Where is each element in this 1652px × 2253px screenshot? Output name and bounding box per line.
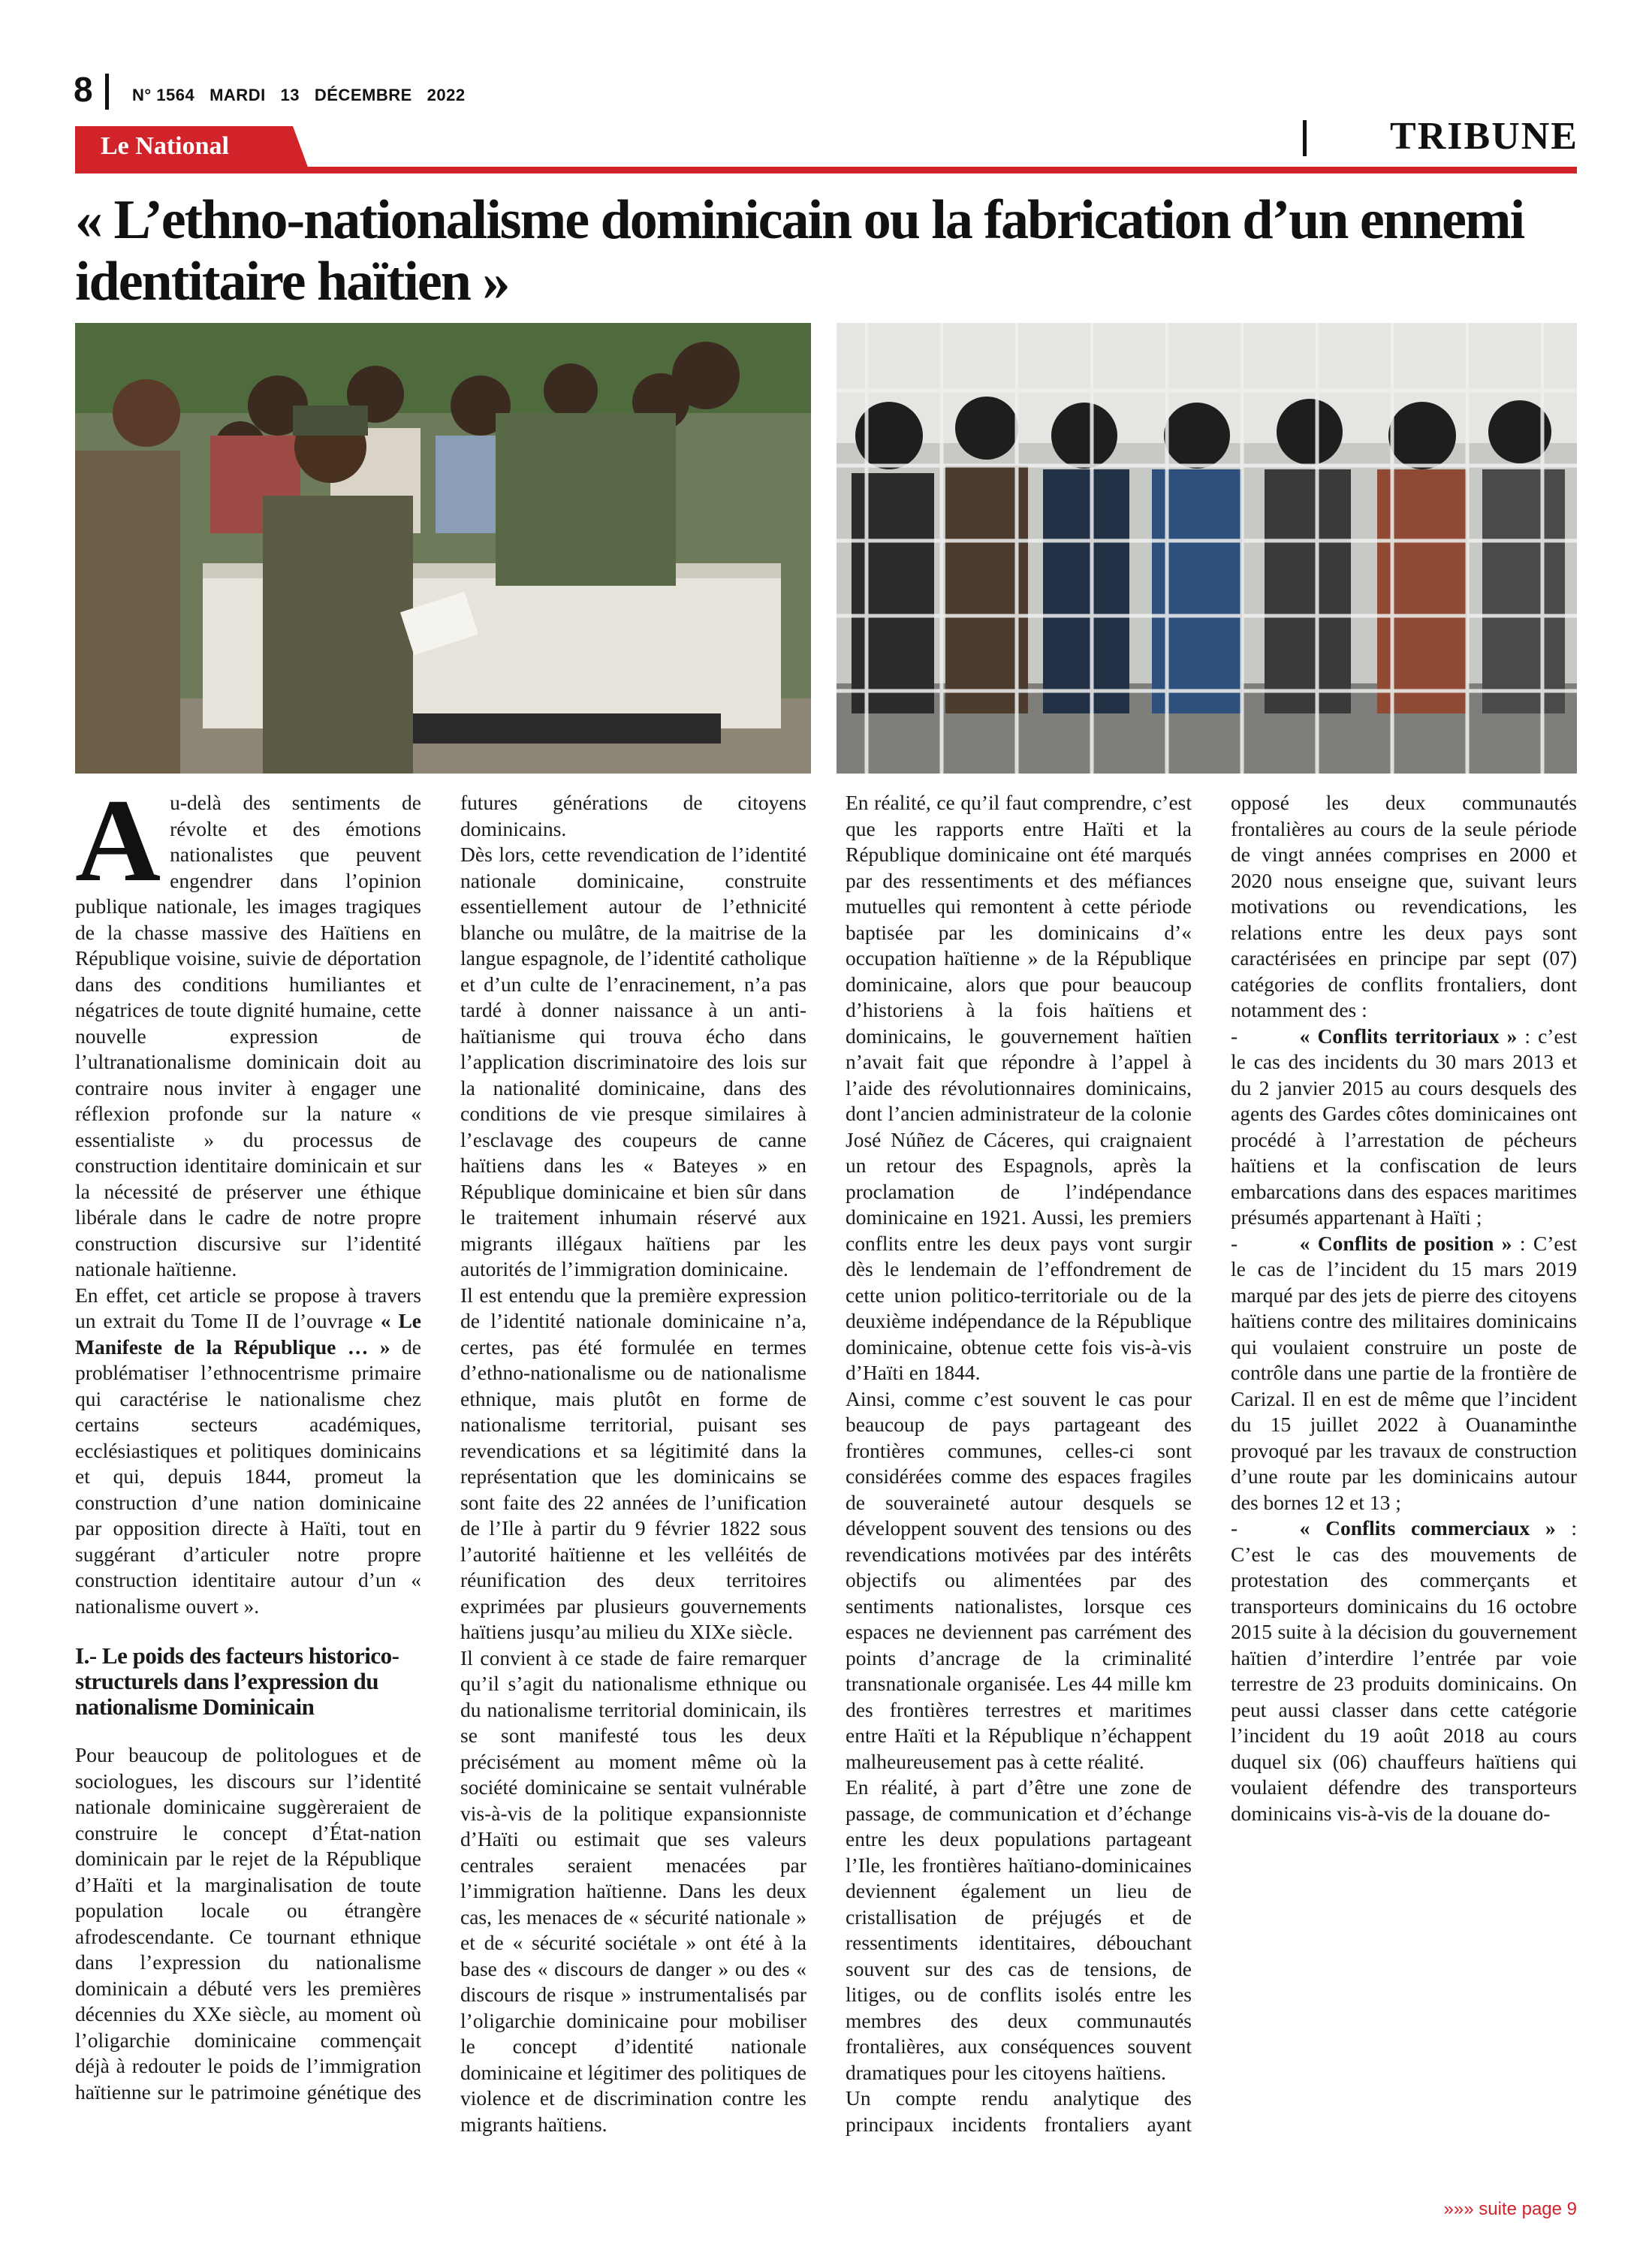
- list-item-dash: -: [1231, 1516, 1238, 1540]
- page-number-divider: [105, 74, 109, 110]
- paragraph-intro-text: u-delà des sentiments de révolte et des émotions nationalistes que peuvent engendrer dans l’opinion publique nationale, les images tragiques de la chasse massive des Haïtiens en République voisine, suivie de déportation dans des conditions humiliantes et négatrices de toute dignité humaine, cette nouvelle expression de l’ultranationalisme dominicain doit au contraire nous inviter à engager une réflexion profonde sur la nature « essentialiste » du processus de construction identitaire dominicain et sur la nécessité de préserver une éthique libérale dans le cadre de notre propre construction discursive sur l’identité nationale haïtienne.: [75, 791, 421, 1280]
- issue-weekday: MARDI: [210, 86, 266, 104]
- paragraph-2-rest: de problématiser l’ethnocentrisme primaire qui caractérise le nationalisme chez certains secteurs académiques, ecclésiastiques et politiques dominicains et qui, depuis 1844, promeut la construction d’une nation dominicaine par opposition directe à Haïti, tout en suggérant d’articuler notre propre construction identitaire autour d’un « nationalisme ouvert ».: [75, 1335, 422, 1618]
- issue-year: 2022: [427, 86, 466, 104]
- drop-cap: A: [75, 775, 161, 906]
- section-label: TRIBUNE: [1390, 115, 1578, 158]
- paragraph-3: Pour beaucoup de politologues et de sociologues, les discours sur l’identité nationale dominicaine suggèreraient de construire le concept d’État-nation dominicain par le rejet de la République d’Haïti et la marginalisation de toute population locale ou étrangère afrodescendante. Ce tournant ethnique dans l’expression du nationalisme dominicain a débuté vers les premières décennies du XXe siècle, au moment où l’oligarchie dominicaine commençait déjà à redouter le poids de l’immigration haïtienne sur le patrimoine génétique des futures générations de citoyens dominicains.: [75, 791, 806, 2104]
- article-headline: « L’ethno-nationalisme dominicain ou la fabrication d’un ennemi identitaire haïtien »: [75, 189, 1524, 312]
- list-item: [1231, 1231, 1577, 1516]
- list-item: [1231, 1516, 1577, 1826]
- list-item-text: : C’est le cas des mouvements de protestation des commerçants et transporteurs dominicains du 16 octobre 2015 suite à la décision du gouvernement haïtien d’interdire l’entrée par voie terrestre de 23 produits dominicains. On peut aussi classer dans cette catégorie l’incident du 19 août 2018 au cours duquel six (06) chauffeurs haïtiens qui voulaient défendre des transporteurs dominicains vis-à-vis de la douane do-: [1231, 1516, 1578, 1825]
- brand-name: Le National: [101, 132, 229, 160]
- photo-soldiers-truck-image: [75, 323, 811, 774]
- photo-soldiers-truck: [75, 323, 811, 774]
- list-item-dash: -: [1231, 1024, 1238, 1048]
- paragraph-intro: [75, 775, 421, 1283]
- issue-day: 13: [280, 86, 300, 104]
- book-title: « Le Manifeste de la République … »: [75, 1309, 421, 1359]
- paragraph-2: [75, 1283, 421, 1620]
- photo-migrants-fence-image: [837, 323, 1577, 774]
- paragraph-9: En réalité, à part d’être une zone de passage, de communication et d’échange entre les deux populations partageant l’Ile, les frontières haïtiano-dominicaines deviennent également un lieu de cristallisation de préjugés et de ressentiments identitaires, débouchant souvent sur des cas de tensions, de litiges, ou de conflits isolés entre les membres des deux communautés frontalières, aux conséquences souvent dramatiques pour les citoyens haïtiens.: [846, 1775, 1192, 2084]
- list-item-text: : c’est le cas des incidents du 30 mars 2013 et du 2 janvier 2015 au cours desquels des agents des Gardes côtes dominicaines ont procédé à l’arrestation de pécheurs haïtiens et la confiscation de leurs embarcations dans des espaces maritimes présumés appartenant à Haïti ;: [1231, 1024, 1577, 1229]
- list-item-dash: -: [1231, 1231, 1238, 1255]
- article-body: [75, 775, 1578, 2149]
- paragraph-4: Dès lors, cette revendication de l’identité nationale dominicaine, construite essentiellement autour de l’ethnicité blanche ou mulâtre, de la maitrise de la langue espagnole, de l’identité catholique et d’un culte de l’enracinement, n’a pas tardé à donner naissance à un anti-haïtianisme qui trouva écho dans l’application discriminatoire des lois sur la nationalité dominicaine, dans des conditions de vie presque similaires à l’esclavage des coupeurs de canne haïtiens dans les « Bateyes » en République dominicaine et bien sûr dans le traitement inhumain réservé aux migrants illégaux haïtiens par les autorités de l’immigration dominicaine.: [460, 843, 806, 1280]
- list-item-text: : C’est le cas de l’incident du 15 mars 2019 marqué par des jets de pierre des citoyens haïtiens contre des militaires dominicains qui voulaient construire un poste de contrôle dans une partie de la frontière de Carizal. Il en est de même que l’incident du 15 juillet 2022 à Ouanaminthe provoqué par les travaux de construction d’une route par les dominicains autour des bornes 12 et 13 ;: [1231, 1231, 1577, 1514]
- paragraph-7: En réalité, ce qu’il faut comprendre, c’est que les rapports entre Haïti et la République dominicaine ont été marqués par des ressentiments et des méfiances mutuelles qui remontent à cette période baptisée par les dominicains d’« occupation haïtienne » de la République dominicaine, alors que pour beaucoup d’historiens à la fois haïtiens et dominicains, le gouvernement haïtien n’avait fait que répondre à l’appel à l’aide des révolutionnaires dominicains, dont l’ancien administrateur de la colonie José Núñez de Cáceres, qui craignaient un retour des Espagnols, après la proclamation de l’indépendance dominicaine en 1921. Aussi, les premiers conflits entre les deux pays vont surgir dès le lendemain de l’effondrement de cette union politico-territoriale ou de la deuxième indépendance de la République dominicaine, obtenue cette fois vis-à-vis d’Haïti en 1844.: [846, 791, 1192, 1384]
- list-item: [1231, 1024, 1577, 1231]
- list-item-label: « Conflits commerciaux »: [1299, 1516, 1556, 1540]
- section-divider: [1303, 120, 1307, 156]
- issue-line: [132, 86, 466, 105]
- list-item-label: « Conflits territoriaux »: [1299, 1024, 1518, 1048]
- paragraph-8: Ainsi, comme c’est souvent le cas pour beaucoup de pays partageant des frontières communes, celles-ci sont considérées comme des espaces fragiles de souveraineté autour desquels se développent souvent des tensions ou des revendications motivées par des intérêts objectifs ou alimentées par des sentiments nationalistes, lorsque ces espaces ne deviennent pas carrément des points d’ancrage de la criminalité transnationale organisée. Les 44 mille km des frontières terrestres et maritimes entre Haïti et la République n’échappent malheureusement pas à cette réalité.: [846, 1386, 1192, 1773]
- paragraph-6: Il convient à ce stade de faire remarquer qu’il s’agit du nationalisme ethnique ou du nationalisme territorial dominicain, ils se sont manifesté tous les deux précisément au moment même où la société dominicaine se sentait vulnérable vis-à-vis de la politique expansionniste d’Haïti ou estimait que ses valeurs centrales seraient menacées par l’immigration haïtienne. Dans les deux cas, les menaces de « sécurité nationale » et de « sécurité sociétale » ont été à la base des « discours de danger » ou des « discours de risque » instrumentalisés par l’oligarchie dominicaine pour mobiliser le concept d’identité nationale dominicaine et légitimer des politiques de violence et de discrimination contre les migrants haïtiens.: [460, 1645, 806, 2136]
- paragraph-10: Un compte rendu analytique des principaux incidents frontaliers ayant opposé les deux communautés frontalières au cours de la seule période de vingt années comprises en 2000 et 2020 nous enseigne que, suivant leurs motivations ou revendications, les relations entre les deux pays sont caractérisées en principe par sept (07) catégories de conflits frontaliers, dont notamment des :: [846, 791, 1577, 2136]
- continuation-link[interactable]: »»» suite page 9: [1443, 2199, 1577, 2219]
- list-item-label: « Conflits de position »: [1299, 1231, 1512, 1255]
- section-subheading: I.- Le poids des facteurs historico-structurels dans l’expression du nationalisme Dominicain: [75, 1642, 399, 1720]
- paragraph-2-lead: En effet, cet article se propose à travers un extrait du Tome II de l’ouvrage: [75, 1283, 421, 1332]
- issue-month: DÉCEMBRE: [314, 86, 412, 104]
- paragraph-5: Il est entendu que la première expression de l’identité nationale dominicaine n’a, certes, pas été formulée en termes d’ethno-nationalisme ou de nationalisme ethnique, mais plutôt en forme de nationalisme territorial, puisant ses revendications et sa légitimité dans la représentation que les dominicains se sont faite des 22 années de l’unification de l’Ile à partir du 9 février 1822 sous l’autorité haïtienne et les velléités de réunification des deux territoires exprimées par plusieurs gouvernements haïtiens jusqu’au milieu du XIXe siècle.: [460, 1283, 806, 1643]
- photo-migrants-fence: [837, 323, 1577, 774]
- page-number: 8: [74, 70, 93, 109]
- issue-number: N° 1564: [132, 86, 195, 104]
